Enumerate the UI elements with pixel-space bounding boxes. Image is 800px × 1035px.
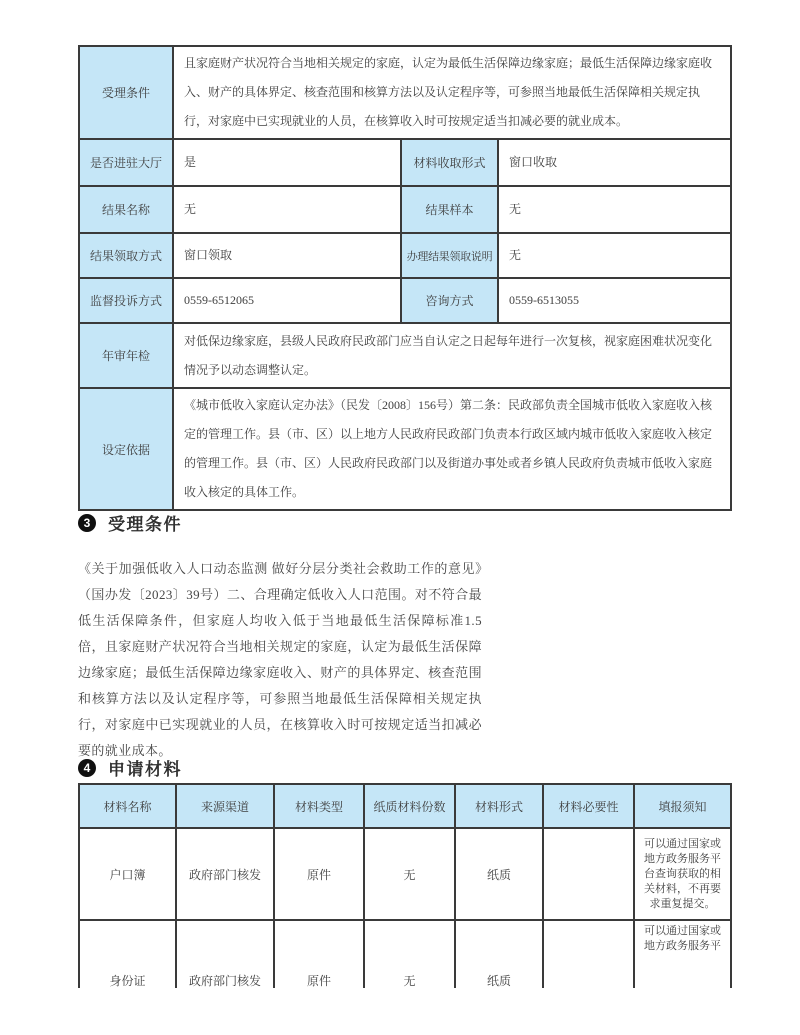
section-title: 受理条件	[108, 515, 182, 534]
acceptance-conditions-heading	[78, 510, 182, 535]
material-collection-method-label: 材料收取形式	[401, 139, 498, 186]
material-collection-method-value: 窗口收取	[498, 139, 731, 186]
header-material-form: 材料形式	[455, 784, 543, 828]
hall-presence-label: 是否进驻大厅	[79, 139, 173, 186]
table-row	[79, 233, 731, 278]
section-title: 申请材料	[108, 760, 182, 779]
material-name: 身份证	[79, 920, 176, 1035]
result-pickup-method-value: 窗口领取	[173, 233, 401, 278]
material-necessity	[543, 828, 634, 920]
circled-number-3-icon: 3	[78, 514, 96, 532]
material-type: 原件	[274, 920, 364, 1035]
paper-copies: 无	[364, 920, 455, 1035]
materials-header-row	[79, 784, 731, 828]
setting-basis-value: 《城市低收入家庭认定办法》（民发〔2008〕156号）第二条：民政部负责全国城市低收入家庭收入核定的管理工作。县（市、区）以上地方人民政府民政部门负责本行政区域内城市低收入家庭收入核定的管理工作。县（市、区）人民政府民政部门以及街道办事处或者乡镇人民政府负责城市低收入家庭收入核定的具体工作。	[173, 388, 731, 510]
setting-basis-label: 设定依据	[79, 388, 173, 510]
result-sample-label: 结果样本	[401, 186, 498, 233]
hall-presence-value: 是	[173, 139, 401, 186]
consultation-phone-label: 咨询方式	[401, 278, 498, 323]
page-bottom-margin	[0, 988, 800, 1035]
table-row	[79, 278, 731, 323]
info-table	[78, 45, 732, 511]
annual-review-label: 年审年检	[79, 323, 173, 388]
consultation-phone-value: 0559-6513055	[498, 278, 731, 323]
table-row	[79, 186, 731, 233]
result-sample-value: 无	[498, 186, 731, 233]
filling-notes: 可以通过国家或地方政务服务平	[634, 920, 731, 1035]
result-pickup-note-value: 无	[498, 233, 731, 278]
application-materials-heading	[78, 755, 182, 780]
header-material-necessity: 材料必要性	[543, 784, 634, 828]
header-material-type: 材料类型	[274, 784, 364, 828]
table-row	[79, 323, 731, 388]
header-material-name: 材料名称	[79, 784, 176, 828]
source-channel: 政府部门核发	[176, 920, 274, 1035]
result-name-value: 无	[173, 186, 401, 233]
header-filling-notes: 填报须知	[634, 784, 731, 828]
material-type: 原件	[274, 828, 364, 920]
supervision-complaint-phone-label: 监督投诉方式	[79, 278, 173, 323]
supervision-complaint-phone-value: 0559-6512065	[173, 278, 401, 323]
table-row	[79, 139, 731, 186]
material-form: 纸质	[455, 828, 543, 920]
material-row-hukou	[79, 828, 731, 920]
table-row	[79, 46, 731, 139]
filling-notes: 可以通过国家或地方政务服务平台查询获取的相关材料，不再要求重复提交。	[634, 828, 731, 920]
result-pickup-method-label: 结果领取方式	[79, 233, 173, 278]
material-form: 纸质	[455, 920, 543, 1035]
result-name-label: 结果名称	[79, 186, 173, 233]
table-row	[79, 388, 731, 510]
circled-number-4-icon: 4	[78, 759, 96, 777]
paper-copies: 无	[364, 828, 455, 920]
acceptance-conditions-value: 且家庭财产状况符合当地相关规定的家庭，认定为最低生活保障边缘家庭；最低生活保障边缘家庭收入、财产的具体界定、核查范围和核算方法以及认定程序等，可参照当地最低生活保障相关规定执行，对家庭中已实现就业的人员，在核算收入时可按规定适当扣减必要的就业成本。	[173, 46, 731, 139]
header-source-channel: 来源渠道	[176, 784, 274, 828]
material-name: 户口簿	[79, 828, 176, 920]
acceptance-conditions-body: 《关于加强低收入人口动态监测 做好分层分类社会救助工作的意见》（国办发〔2023〕39号）二、合理确定低收入人口范围。对不符合最低生活保障条件，但家庭人均收入低于当地最低生活保障标准1.5倍，且家庭财产状况符合当地相关规定的家庭，认定为最低生活保障边缘家庭；最低生活保障边缘家庭收入、财产的具体界定、核查范围和核算方法以及认定程序等，可参照当地最低生活保障相关规定执行，对家庭中已实现就业的人员，在核算收入时可按规定适当扣减必要的就业成本。	[78, 561, 482, 758]
result-pickup-note-label: 办理结果领取说明	[401, 233, 498, 278]
acceptance-conditions-label: 受理条件	[79, 46, 173, 139]
source-channel: 政府部门核发	[176, 828, 274, 920]
header-paper-copies: 纸质材料份数	[364, 784, 455, 828]
annual-review-value: 对低保边缘家庭，县级人民政府民政部门应当自认定之日起每年进行一次复核，视家庭困难状况变化情况予以动态调整认定。	[173, 323, 731, 388]
